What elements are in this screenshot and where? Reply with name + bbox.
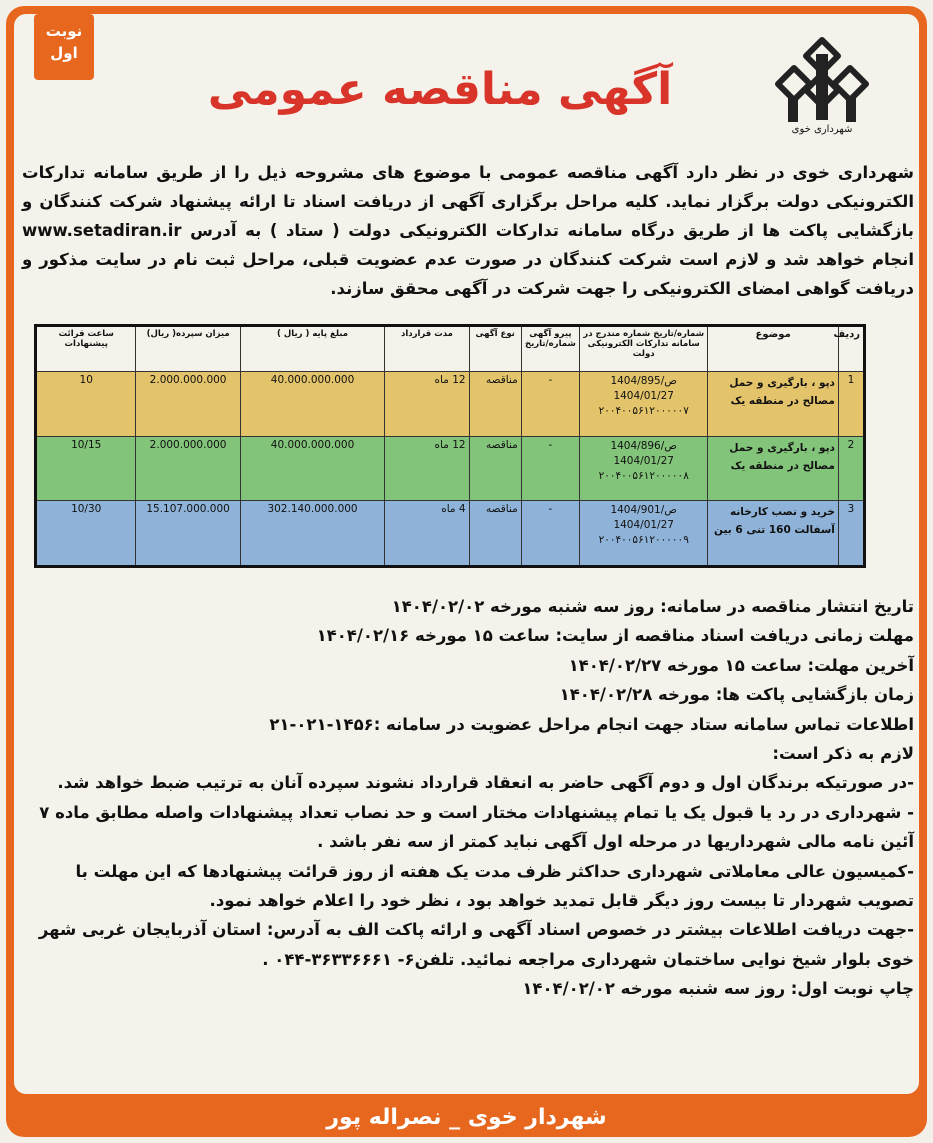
table-header-row bbox=[36, 326, 865, 372]
cell-duration: 12 ماه bbox=[385, 372, 469, 437]
logo-caption: شهرداری خوی bbox=[791, 124, 853, 135]
cell-row: 1 bbox=[838, 372, 864, 437]
cell-row: 2 bbox=[838, 436, 864, 501]
col-header-type: نوع آگهی bbox=[469, 326, 521, 372]
cell-deposit: 15.107.000.000 bbox=[136, 501, 240, 567]
ref-code: ۲۰۰۴۰۰۵۶۱۲۰۰۰۰۰۹ bbox=[598, 534, 689, 547]
publish-date: تاریخ انتشار مناقصه در سامانه: روز سه شنبه مورخه ۱۴۰۴/۰۲/۰۲ bbox=[391, 597, 914, 616]
table-row bbox=[36, 501, 865, 567]
ref-code: ۲۰۰۴۰۰۵۶۱۲۰۰۰۰۰۸ bbox=[598, 469, 689, 482]
cell-time: 10 bbox=[36, 372, 136, 437]
col-header-subject: موضوع bbox=[708, 326, 838, 372]
table-row bbox=[36, 372, 865, 437]
col-header-ref: شماره/تاریخ شماره مندرج در سامانه تدارکات الکترونیکی دولت bbox=[579, 326, 707, 372]
notice-body bbox=[22, 592, 914, 1004]
notice-title: آگهی مناقصه عمومی bbox=[207, 64, 673, 115]
cell-row: 3 bbox=[838, 501, 864, 567]
cell-base: 40.000.000.000 bbox=[240, 372, 385, 437]
cell-followup: - bbox=[521, 372, 579, 437]
cell-ref bbox=[579, 436, 707, 501]
cell-time: 10/30 bbox=[36, 501, 136, 567]
municipality-logo bbox=[772, 34, 872, 138]
cell-subject: خرید و نصب کارخانه آسفالت 160 تنی 6 بین bbox=[708, 501, 838, 567]
ref-date: 1404/01/27 bbox=[613, 519, 674, 532]
print-date: چاپ نوبت اول: روز سه شنبه مورخه ۱۴۰۴/۰۲/۰۲ bbox=[522, 979, 914, 999]
col-header-followup: پیرو آگهی شماره/تاریخ bbox=[521, 326, 579, 372]
opening-date: زمان بازگشایی پاکت ها: مورخه ۱۴۰۴/۰۲/۲۸ bbox=[559, 685, 914, 705]
note-address: -جهت دریافت اطلاعات بیشتر در خصوص اسناد آگهی و ارائه پاکت الف به آدرس: استان آذربایجان غربی شهر خوی بلوار شیخ نوایی ساختمان شهرداری مراجعه نمائید. تلفن۶- ۳۶۳۳۶۶۶۱-۰۴۴ . bbox=[38, 920, 914, 969]
cell-deposit: 2.000.000.000 bbox=[136, 436, 240, 501]
badge-line-2: اول bbox=[50, 44, 78, 62]
cell-type: مناقصه bbox=[469, 436, 521, 501]
cell-base: 40.000.000.000 bbox=[240, 436, 385, 501]
cell-base: 302.140.000.000 bbox=[240, 501, 385, 567]
cell-ref bbox=[579, 501, 707, 567]
ref-date: 1404/01/27 bbox=[613, 390, 674, 402]
tender-table bbox=[34, 324, 866, 568]
setad-contact: اطلاعات تماس سامانه ستاد جهت انجام مراحل عضویت در سامانه :۱۴۵۶-۰۲۱-۲۱ bbox=[269, 714, 914, 734]
col-header-base: مبلغ پایه ( ریال ) bbox=[240, 326, 385, 372]
col-header-deposit: میزان سپرده( ریال) bbox=[136, 326, 240, 372]
ref-number: 1404/901/ص bbox=[610, 504, 677, 517]
note-rights: - شهرداری در رد یا قبول یک یا تمام پیشنهادات مختار است و حد نصاب تعداد پیشنهادات واصله مطابق ماده ۷ آئین نامه مالی شهرداریها در مرحله اول آگهی نباید کمتر از سه نفر باشد . bbox=[39, 802, 914, 852]
col-header-time: ساعت قرائت پیشنهادات bbox=[36, 326, 136, 372]
table-row bbox=[36, 436, 865, 501]
notes-heading: لازم به ذکر است: bbox=[772, 744, 914, 764]
cell-duration: 4 ماه bbox=[385, 501, 469, 567]
ref-date: 1404/01/27 bbox=[613, 454, 674, 467]
cell-followup: - bbox=[521, 436, 579, 501]
ref-code: ۲۰۰۴۰۰۵۶۱۲۰۰۰۰۰۷ bbox=[598, 405, 689, 417]
note-commission: -کمیسیون عالی معاملاتی شهرداری حداکثر ظرف مدت یک هفته از روز قرائت پیشنهادها که این مهلت با تصویب شهردار تا بیست روز دیگر قابل تمدید خواهد بود ، نظر خود را اعلام خواهد نمود. bbox=[75, 861, 914, 911]
cell-ref bbox=[579, 372, 707, 437]
cell-deposit: 2.000.000.000 bbox=[136, 372, 240, 437]
ref-number: 1404/895/ص bbox=[610, 375, 677, 387]
intro-paragraph: شهرداری خوی در نظر دارد آگهی مناقصه عمومی با موضوع های مشروحه ذیل را از طریق سامانه تدارکات الکترونیکی دولت برگزار نماید. کلیه مراحل برگزاری آگهی از دریافت اسناد تا ارائه پیشنهاد شرکت کنندگان و بازگشایی پاکت ها از طریق درگاه سامانه تدارکات الکترونیکی دولت ( ستاد ) به آدرس www.setadiran.ir انجام خواهد شد و لازم است شرکت کنندگان در صورت عدم عضویت قبلی، مراحل ثبت نام در سایت مذکور و دریافت گواهی امضای الکترونیکی را جهت شرکت در آگهی محقق سازند. bbox=[22, 163, 914, 298]
cell-subject: دپو ، بارگیری و حمل مصالح در منطقه یک bbox=[708, 436, 838, 501]
cell-duration: 12 ماه bbox=[385, 436, 469, 501]
ref-number: 1404/896/ص bbox=[610, 439, 677, 452]
final-deadline: آخرین مهلت: ساعت ۱۵ مورخه ۱۴۰۴/۰۲/۲۷ bbox=[568, 655, 914, 675]
cell-subject: دپو ، بارگیری و حمل مصالح در منطقه یک bbox=[708, 372, 838, 437]
document-deadline: مهلت زمانی دریافت اسناد مناقصه از سایت: ساعت ۱۵ مورخه ۱۴۰۴/۰۲/۱۶ bbox=[316, 626, 914, 646]
cell-type: مناقصه bbox=[469, 501, 521, 567]
note-deposit: -در صورتیکه برندگان اول و دوم آگهی حاضر به انعقاد قرارداد نشوند سپرده آنان به ترتیب ضبط خواهد شد. bbox=[57, 773, 914, 793]
badge-line-1: نوبت bbox=[45, 22, 83, 40]
mayor-signature: شهردار خوی _ نصراله پور bbox=[326, 1105, 607, 1130]
cell-time: 10/15 bbox=[36, 436, 136, 501]
cell-followup: - bbox=[521, 501, 579, 567]
col-header-duration: مدت قرارداد bbox=[385, 326, 469, 372]
col-header-row: ردیف bbox=[838, 326, 864, 372]
publication-badge bbox=[34, 14, 94, 80]
cell-type: مناقصه bbox=[469, 372, 521, 437]
